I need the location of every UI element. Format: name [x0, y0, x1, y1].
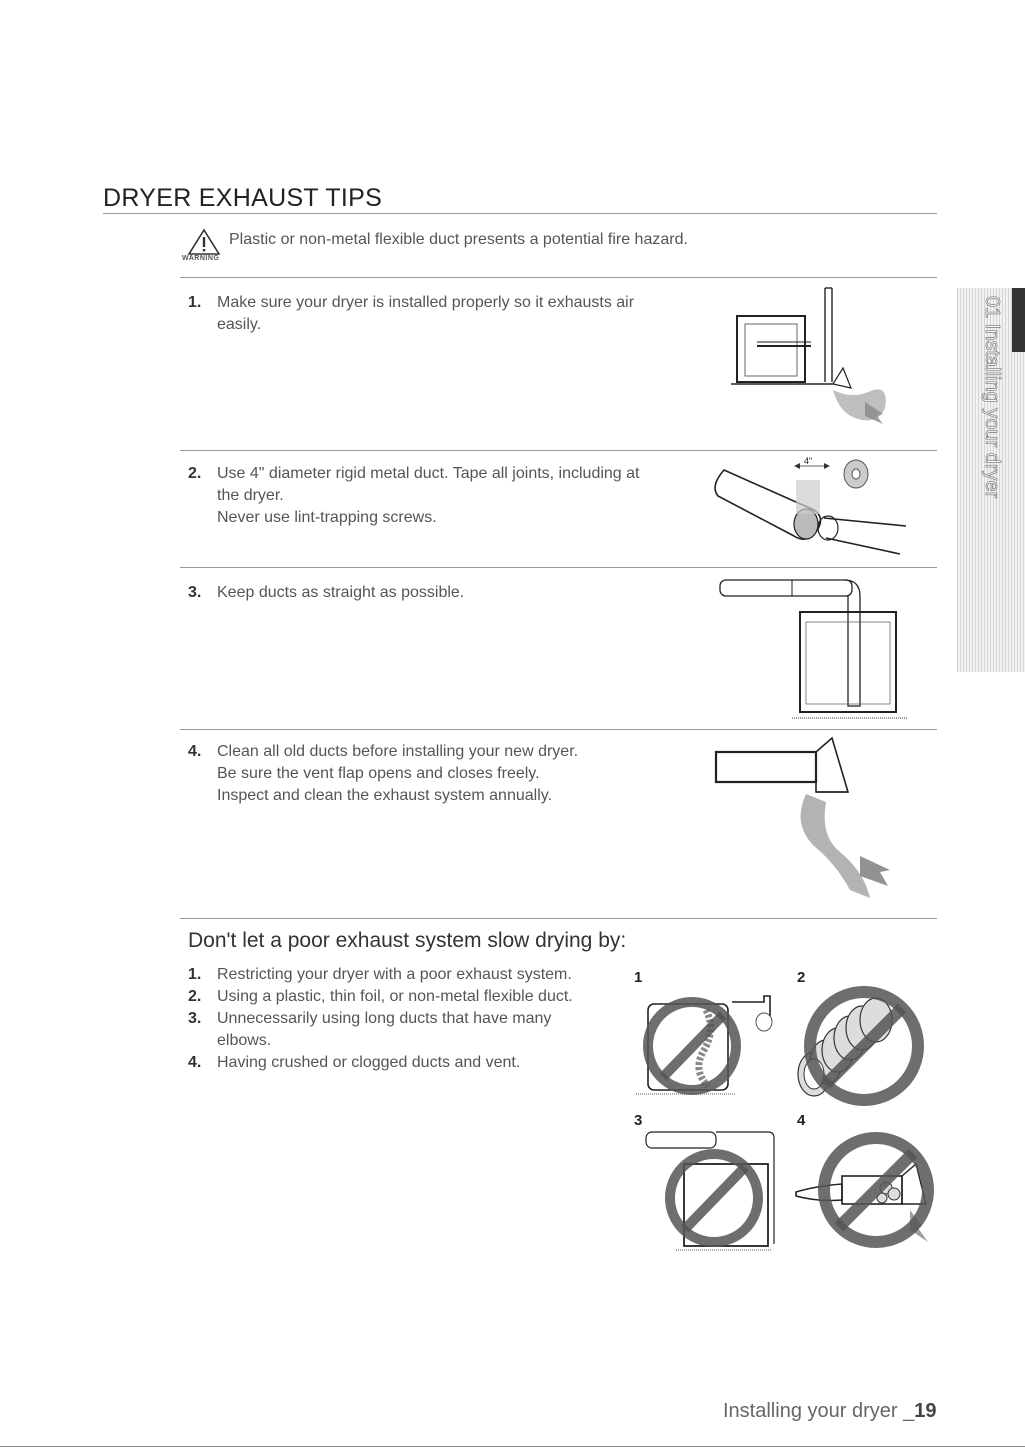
- footer-rule: [0, 1446, 1025, 1447]
- step-text-line: Be sure the vent flap opens and closes freely.: [217, 765, 540, 782]
- rule: [180, 450, 937, 451]
- step-text-line: Inspect and clean the exhaust system annually.: [217, 787, 553, 804]
- step-number: 2.: [188, 465, 202, 482]
- step-number: 3.: [188, 584, 202, 601]
- title-rule: [103, 213, 937, 214]
- poor-exhaust-heading: Don't let a poor exhaust system slow drying by:: [188, 929, 627, 952]
- step-number: 1.: [188, 294, 202, 311]
- rigid-metal-duct-illustration: [710, 452, 910, 560]
- list-number: 1.: [188, 966, 202, 983]
- footer-text: Installing your dryer _: [723, 1400, 915, 1422]
- figure-number: 2: [797, 969, 806, 986]
- list-number: 3.: [188, 1010, 202, 1027]
- chapter-side-tab-text: 01 Installing your dryer: [981, 296, 1003, 499]
- flexible-duct-figure: [786, 982, 936, 1110]
- rule: [180, 918, 937, 919]
- long-duct-elbows-figure: [636, 1126, 786, 1254]
- page-footer: [723, 1400, 936, 1423]
- step-2: [188, 463, 640, 529]
- rule: [180, 567, 937, 568]
- rule: [180, 729, 937, 730]
- warning-text: Plastic or non-metal flexible duct presents a potential fire hazard.: [229, 231, 688, 248]
- rule: [180, 277, 937, 278]
- step-number: 4.: [188, 743, 202, 760]
- list-number: 2.: [188, 988, 202, 1005]
- list-text-line: elbows.: [217, 1032, 272, 1049]
- warning-label: WARNING: [182, 255, 220, 262]
- list-text-line: Unnecessarily using long ducts that have many: [217, 1010, 552, 1027]
- chapter-side-tab-marker: [1012, 288, 1025, 352]
- figure-number: 3: [634, 1112, 643, 1129]
- step-text-line: easily.: [217, 316, 262, 333]
- step-1: [188, 292, 634, 336]
- straight-duct-illustration: [712, 574, 912, 722]
- poor-exhaust-list: [188, 964, 573, 1074]
- step-text-line: Never use lint-trapping screws.: [217, 509, 437, 526]
- figure-number: 4: [797, 1112, 806, 1129]
- list-item: [188, 986, 573, 1008]
- prohibited-icon: [648, 1002, 736, 1090]
- step-text-line: Make sure your dryer is installed properly so it exhausts air: [217, 294, 635, 311]
- clogged-duct-figure: [790, 1128, 940, 1256]
- list-item: [188, 1052, 573, 1074]
- figure-number: 1: [634, 969, 643, 986]
- warning-icon: [187, 228, 221, 256]
- step-text-line: the dryer.: [217, 487, 284, 504]
- step-text-line: Clean all old ducts before installing your new dryer.: [217, 743, 579, 760]
- step-text-line: Keep ducts as straight as possible.: [217, 584, 465, 601]
- restricted-exhaust-figure: [636, 982, 786, 1100]
- duct-diameter-label: 4": [804, 456, 813, 466]
- list-text-line: Using a plastic, thin foil, or non-metal flexible duct.: [217, 988, 573, 1005]
- vent-flap-illustration: [710, 736, 910, 904]
- list-text-line: Having crushed or clogged ducts and vent.: [217, 1054, 521, 1071]
- page-number: 19: [914, 1400, 937, 1422]
- step-text-line: Use 4" diameter rigid metal duct. Tape all joints, including at: [217, 465, 640, 482]
- step-4: [188, 741, 578, 807]
- prohibited-icon: [824, 1138, 928, 1242]
- dryer-installed-illustration: [725, 284, 905, 440]
- list-text-line: Restricting your dryer with a poor exhaust system.: [217, 966, 572, 983]
- section-title: DRYER EXHAUST TIPS: [103, 184, 383, 212]
- list-item: [188, 1008, 573, 1052]
- step-3: [188, 582, 464, 604]
- list-number: 4.: [188, 1054, 202, 1071]
- list-item: [188, 964, 573, 986]
